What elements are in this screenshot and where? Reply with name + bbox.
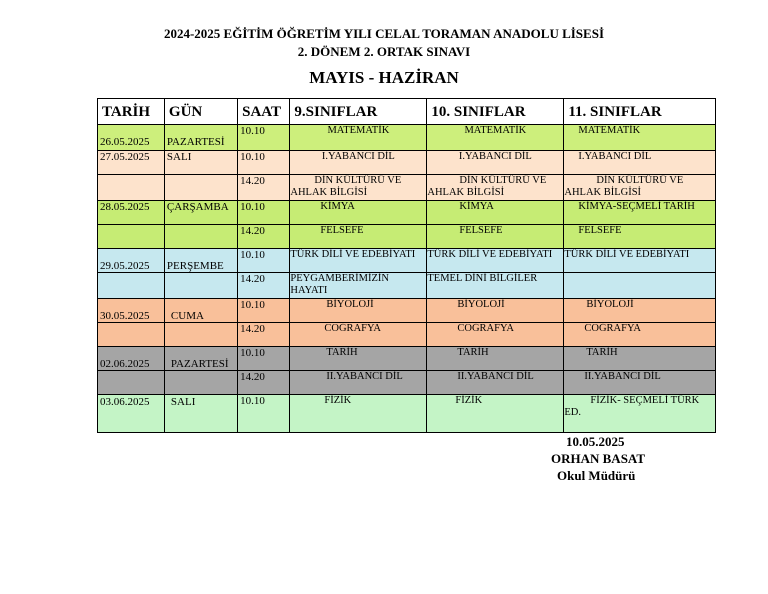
table-row xyxy=(98,125,716,151)
date-cell: 26.05.2025 xyxy=(98,125,165,151)
time-cell: 10.10 xyxy=(238,249,290,273)
time-cell: 10.10 xyxy=(238,347,290,371)
time-cell: 14.20 xyxy=(238,371,290,395)
date-cell: 28.05.2025 xyxy=(98,201,165,225)
time-cell: 10.10 xyxy=(238,151,290,175)
day-cell xyxy=(164,323,237,347)
subject-cell-grade-9: MATEMATİK xyxy=(290,125,427,151)
column-header-grade-10: 10. SINIFLAR xyxy=(427,99,564,125)
date-cell xyxy=(98,323,165,347)
day-cell: SALI xyxy=(164,395,237,433)
time-cell: 14.20 xyxy=(238,273,290,299)
column-header-grade-9: 9.SINIFLAR xyxy=(290,99,427,125)
exam-schedule-table xyxy=(97,98,716,433)
day-cell xyxy=(164,273,237,299)
column-header-grade-11: 11. SINIFLAR xyxy=(564,99,716,125)
day-cell: CUMA xyxy=(164,299,237,323)
day-cell: ÇARŞAMBA xyxy=(164,201,237,225)
table-row xyxy=(98,299,716,323)
principal-title: Okul Müdürü xyxy=(557,468,636,483)
day-cell xyxy=(164,225,237,249)
subject-cell-grade-11: TARİH xyxy=(564,347,716,371)
subject-cell-grade-11: I.YABANCI DİL xyxy=(564,151,716,175)
subject-cell-grade-11: FELSEFE xyxy=(564,225,716,249)
date-cell: 03.06.2025 xyxy=(98,395,165,433)
day-cell: PERŞEMBE xyxy=(164,249,237,273)
subject-cell-grade-9: TÜRK DİLİ VE EDEBİYATI xyxy=(290,249,427,273)
table-row xyxy=(98,371,716,395)
subject-cell-grade-11: DİN KÜLTÜRÜ VE AHLAK BİLGİSİ xyxy=(564,175,716,201)
subject-cell-grade-9: COĞRAFYA xyxy=(290,323,427,347)
subject-cell-grade-10: KİMYA xyxy=(427,201,564,225)
subject-cell-grade-11: TÜRK DİLİ VE EDEBİYATI xyxy=(564,249,716,273)
subject-cell-grade-11: KİMYA-SEÇMELİ TARİH xyxy=(564,201,716,225)
day-cell xyxy=(164,371,237,395)
table-row xyxy=(98,151,716,175)
subject-cell-grade-11: MATEMATİK xyxy=(564,125,716,151)
signature-date: 10.05.2025 xyxy=(566,434,625,449)
subject-cell-grade-10: TEMEL DİNİ BİLGİLER xyxy=(427,273,564,299)
subject-cell-grade-10: COĞRAFYA xyxy=(427,323,564,347)
table-row xyxy=(98,175,716,201)
column-header-date: TARİH xyxy=(98,99,165,125)
subject-cell-grade-9: FİZİK xyxy=(290,395,427,433)
time-cell: 10.10 xyxy=(238,125,290,151)
subject-cell-grade-11: COĞRAFYA xyxy=(564,323,716,347)
subject-cell-grade-10: DİN KÜLTÜRÜ VE AHLAK BİLGİSİ xyxy=(427,175,564,201)
date-cell xyxy=(98,175,165,201)
date-cell: 27.05.2025 xyxy=(98,151,165,175)
subject-cell-grade-11: II.YABANCI DİL xyxy=(564,371,716,395)
day-cell xyxy=(164,175,237,201)
subject-cell-grade-10: BİYOLOJİ xyxy=(427,299,564,323)
date-cell xyxy=(98,371,165,395)
subject-cell-grade-9: TARİH xyxy=(290,347,427,371)
subject-cell-grade-9: I.YABANCI DİL xyxy=(290,151,427,175)
subject-cell-grade-10: FİZİK xyxy=(427,395,564,433)
date-cell: 30.05.2025 xyxy=(98,299,165,323)
subject-cell-grade-11 xyxy=(564,273,716,299)
time-cell: 10.10 xyxy=(238,299,290,323)
principal-name: ORHAN BASAT xyxy=(551,451,646,466)
day-cell: SALI xyxy=(164,151,237,175)
table-row xyxy=(98,347,716,371)
column-header-time: SAAT xyxy=(238,99,290,125)
time-cell: 10.10 xyxy=(238,201,290,225)
subject-cell-grade-9: PEYGAMBERİMİZİN HAYATI xyxy=(290,273,427,299)
day-cell: PAZARTESİ xyxy=(164,125,237,151)
subject-cell-grade-10: TÜRK DİLİ VE EDEBİYATI xyxy=(427,249,564,273)
table-row xyxy=(98,249,716,273)
subject-cell-grade-10: FELSEFE xyxy=(427,225,564,249)
date-cell xyxy=(98,273,165,299)
subject-cell-grade-11: BİYOLOJİ xyxy=(564,299,716,323)
table-row xyxy=(98,395,716,433)
table-header-row xyxy=(98,99,716,125)
subject-cell-grade-9: II.YABANCI DİL xyxy=(290,371,427,395)
table-row xyxy=(98,225,716,249)
table-row xyxy=(98,273,716,299)
time-cell: 14.20 xyxy=(238,323,290,347)
date-cell: 02.06.2025 xyxy=(98,347,165,371)
day-cell: PAZARTESİ xyxy=(164,347,237,371)
date-cell xyxy=(98,225,165,249)
table-row xyxy=(98,323,716,347)
column-header-day: GÜN xyxy=(164,99,237,125)
time-cell: 14.20 xyxy=(238,175,290,201)
subject-cell-grade-11: FİZİK- SEÇMELİ TÜRK ED. xyxy=(564,395,716,433)
table-row xyxy=(98,201,716,225)
exam-period: MAYIS - HAZİRAN xyxy=(309,68,459,87)
time-cell: 14.20 xyxy=(238,225,290,249)
time-cell: 10.10 xyxy=(238,395,290,433)
subject-cell-grade-9: KİMYA xyxy=(290,201,427,225)
date-cell: 29.05.2025 xyxy=(98,249,165,273)
subject-cell-grade-9: FELSEFE xyxy=(290,225,427,249)
subject-cell-grade-9: DİN KÜLTÜRÜ VE AHLAK BİLGİSİ xyxy=(290,175,427,201)
subject-cell-grade-9: BİYOLOJİ xyxy=(290,299,427,323)
subject-cell-grade-10: MATEMATİK xyxy=(427,125,564,151)
document-title: 2024-2025 EĞİTİM ÖĞRETİM YILI CELAL TORAMAN ANADOLU LİSESİ xyxy=(163,26,605,41)
subject-cell-grade-10: I.YABANCI DİL xyxy=(427,151,564,175)
exam-subtitle: 2. DÖNEM 2. ORTAK SINAVI xyxy=(297,44,471,59)
subject-cell-grade-10: TARİH xyxy=(427,347,564,371)
subject-cell-grade-10: II.YABANCI DİL xyxy=(427,371,564,395)
